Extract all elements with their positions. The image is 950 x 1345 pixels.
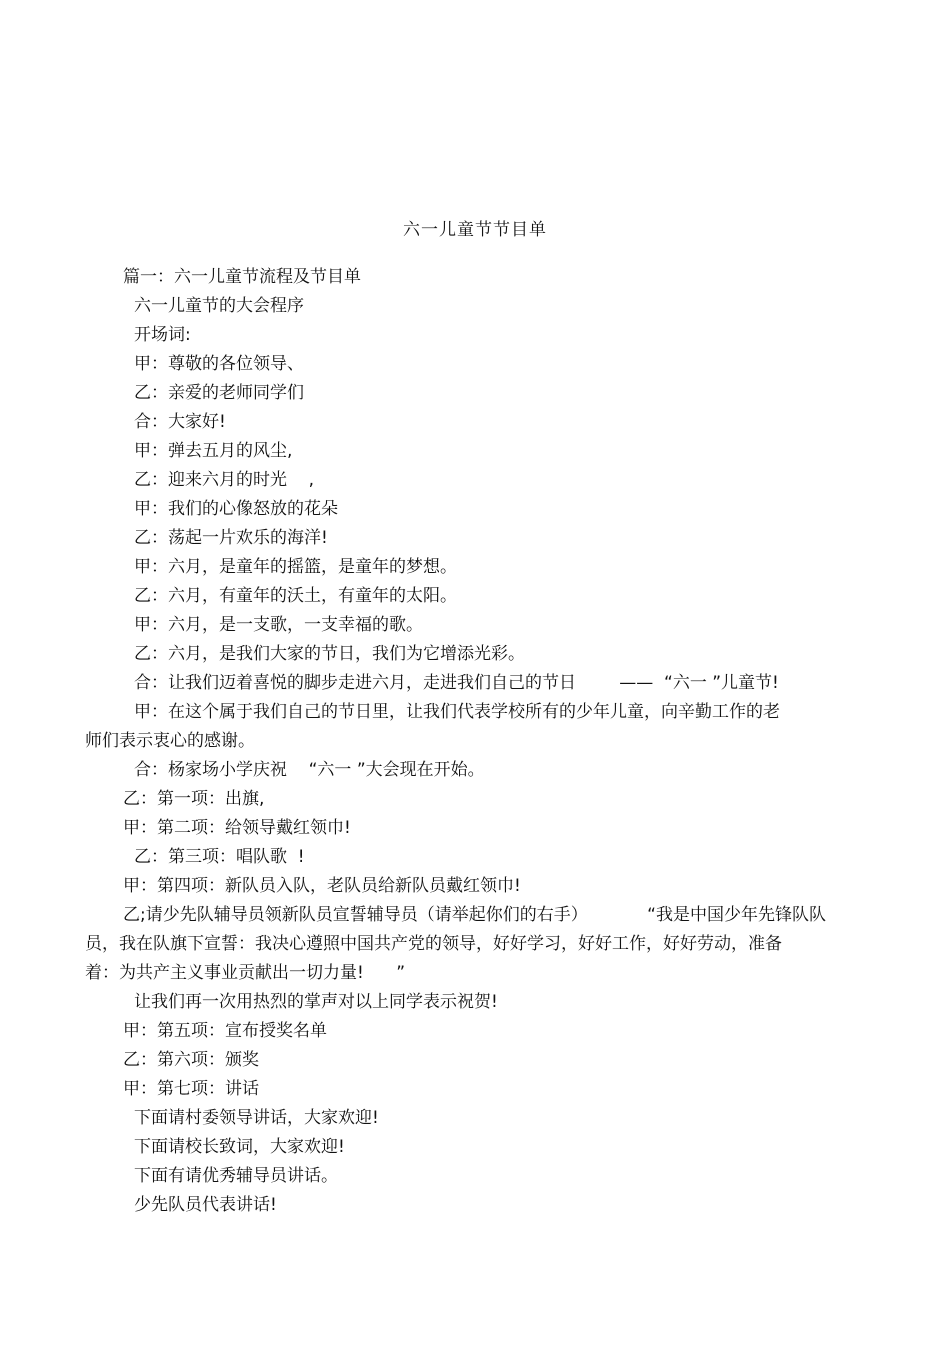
text-line: 乙：六月，是我们大家的节日，我们为它增添光彩。 xyxy=(134,644,525,664)
oath-line-continued: 着：为共产主义事业贡献出一切力量! ” xyxy=(85,963,406,983)
text-line: 下面有请优秀辅导员讲话。 xyxy=(134,1166,338,1186)
section-heading: 篇一：六一儿童节流程及节目单 xyxy=(123,267,361,287)
agenda-item: 乙：第六项：颁奖 xyxy=(123,1050,259,1070)
text-line: 合：杨家场小学庆祝 “六一 ”大会现在开始。 xyxy=(134,760,485,780)
program-heading: 六一儿童节的大会程序 xyxy=(134,296,304,316)
text-line: 甲：我们的心像怒放的花朵 xyxy=(134,499,338,519)
agenda-item: 乙：第三项：唱队歌 ! xyxy=(134,847,305,867)
oath-line-continued: 员，我在队旗下宣誓：我决心遵照中国共产党的领导，好好学习，好好工作，好好劳动，准备 xyxy=(85,934,782,954)
text-line: 甲：在这个属于我们自己的节日里，让我们代表学校所有的少年儿童，向辛勤工作的老 xyxy=(134,702,780,722)
agenda-item: 甲：第七项：讲话 xyxy=(123,1079,259,1099)
text-line: 乙：迎来六月的时光 , xyxy=(134,470,315,490)
text-line: 乙：荡起一片欢乐的海洋! xyxy=(134,528,328,548)
text-line: 乙：六月，有童年的沃土，有童年的太阳。 xyxy=(134,586,457,606)
text-line: 合：让我们迈着喜悦的脚步走进六月，走进我们自己的节日 —— “六一 ”儿童节! xyxy=(134,673,779,693)
text-line: 让我们再一次用热烈的掌声对以上同学表示祝贺! xyxy=(134,992,498,1012)
agenda-item: 甲：第二项：给领导戴红领巾! xyxy=(123,818,351,838)
text-line: 甲：尊敬的各位领导、 xyxy=(134,354,304,374)
text-line: 少先队员代表讲话! xyxy=(134,1195,277,1215)
agenda-item: 甲：第四项：新队员入队，老队员给新队员戴红领巾! xyxy=(123,876,521,896)
text-line: 合：大家好! xyxy=(134,412,226,432)
text-line: 乙：亲爱的老师同学们 xyxy=(134,383,304,403)
agenda-item: 乙：第一项：出旗, xyxy=(123,789,265,809)
text-line-continued: 师们表示衷心的感谢。 xyxy=(85,731,255,751)
text-line: 甲：六月，是一支歌，一支幸福的歌。 xyxy=(134,615,423,635)
text-line: 下面请村委领导讲话，大家欢迎! xyxy=(134,1108,379,1128)
text-line: 甲：六月，是童年的摇篮，是童年的梦想。 xyxy=(134,557,457,577)
text-line: 下面请校长致词，大家欢迎! xyxy=(134,1137,345,1157)
text-line: 甲：弹去五月的风尘, xyxy=(134,441,293,461)
document-title: 六一儿童节节目单 xyxy=(403,220,547,240)
oath-line: 乙;请少先队辅导员领新队员宣誓辅导员（请举起你们的右手） “我是中国少年先锋队队 xyxy=(123,905,826,925)
text-line: 开场词: xyxy=(134,325,191,345)
agenda-item: 甲：第五项：宣布授奖名单 xyxy=(123,1021,327,1041)
